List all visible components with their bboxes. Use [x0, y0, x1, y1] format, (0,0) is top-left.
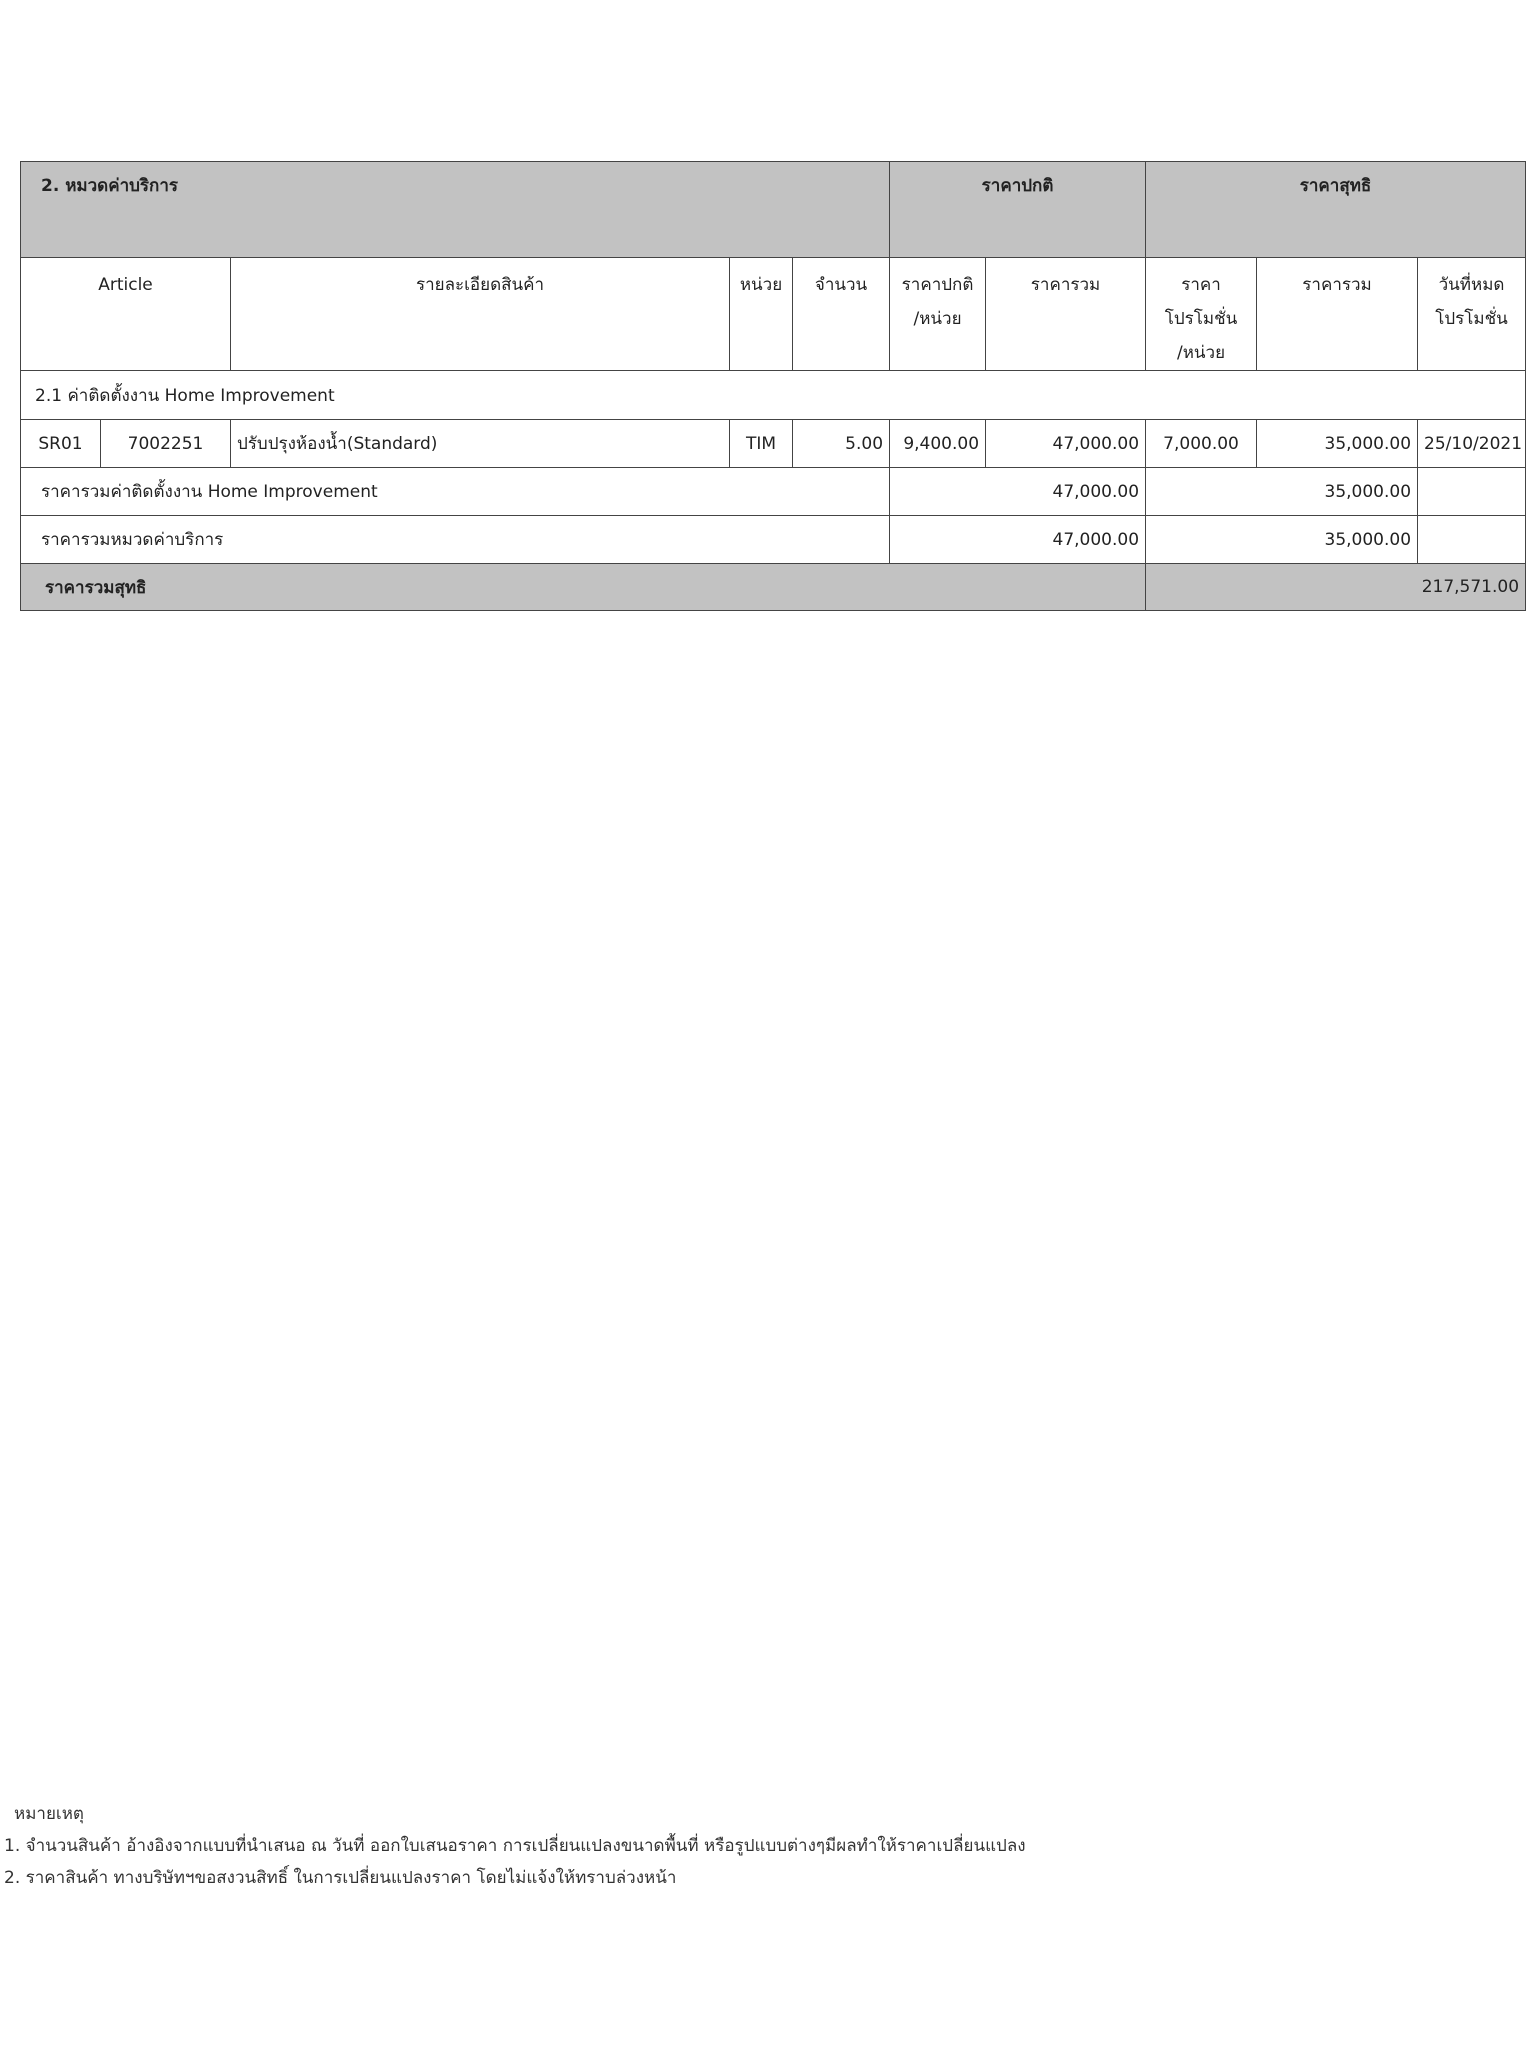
col-promo-end-header: [1418, 258, 1526, 371]
col-promo-total-header: ราคารวม: [1257, 258, 1418, 371]
item-promo-end: 25/10/2021: [1418, 420, 1526, 468]
subsection-row: [21, 371, 1526, 420]
col-promo-unit-price-header: [1146, 258, 1257, 371]
item-description: ปรับปรุงห้องน้ำ(Standard): [231, 420, 730, 468]
col-article-header: Article: [21, 258, 231, 371]
table-row: [21, 420, 1526, 468]
col-normal-unit-price-line1: ราคาปกติ: [901, 275, 974, 295]
section-header-row: [21, 162, 1526, 258]
subtotal-service-net-total: 35,000.00: [1146, 516, 1418, 564]
subtotal-service-label: ราคารวมหมวดค่าบริการ: [21, 516, 890, 564]
notes-title: หมายเหตุ: [14, 1804, 84, 1824]
subtotal-service-empty: [1418, 516, 1526, 564]
subtotal-service-row: [21, 516, 1526, 564]
notes-section: [4, 1798, 1504, 1894]
col-quantity-header: จำนวน: [793, 258, 890, 371]
grand-total-row: [21, 564, 1526, 611]
col-promo-unit-price-line1: ราคา: [1181, 275, 1221, 295]
item-article: 7002251: [101, 420, 231, 468]
col-unit-header: หน่วย: [730, 258, 793, 371]
col-promo-end-line1: วันที่หมด: [1438, 275, 1505, 295]
subtotal-install-normal-total: 47,000.00: [890, 468, 1146, 516]
col-normal-unit-price-line2: /หน่วย: [913, 309, 962, 329]
subsection-title: 2.1 ค่าติดตั้งงาน Home Improvement: [21, 371, 1526, 420]
subtotal-install-row: [21, 468, 1526, 516]
column-header-row: [21, 258, 1526, 371]
group-normal-price-header: ราคาปกติ: [890, 162, 1146, 258]
item-promo-unit-price: 7,000.00: [1146, 420, 1257, 468]
group-net-price-header: ราคาสุทธิ: [1146, 162, 1526, 258]
grand-total-value: 217,571.00: [1146, 564, 1526, 611]
item-promo-total: 35,000.00: [1257, 420, 1418, 468]
col-normal-unit-price-header: [890, 258, 986, 371]
item-unit: TIM: [730, 420, 793, 468]
col-description-header: รายละเอียดสินค้า: [231, 258, 730, 371]
grand-total-label: ราคารวมสุทธิ: [21, 564, 1146, 611]
col-promo-unit-price-line3: /หน่วย: [1177, 343, 1226, 363]
item-normal-unit-price: 9,400.00: [890, 420, 986, 468]
subtotal-install-net-total: 35,000.00: [1146, 468, 1418, 516]
subtotal-install-label: ราคารวมค่าติดตั้งงาน Home Improvement: [21, 468, 890, 516]
item-normal-total: 47,000.00: [986, 420, 1146, 468]
col-normal-total-header: ราคารวม: [986, 258, 1146, 371]
item-code: SR01: [21, 420, 101, 468]
col-promo-unit-price-line2: โปรโมชั่น: [1164, 309, 1238, 329]
item-quantity: 5.00: [793, 420, 890, 468]
subtotal-service-normal-total: 47,000.00: [890, 516, 1146, 564]
section-title: 2. หมวดค่าบริการ: [21, 162, 890, 258]
col-promo-end-line2: โปรโมชั่น: [1435, 309, 1508, 329]
subtotal-install-empty: [1418, 468, 1526, 516]
quotation-table: [20, 161, 1526, 611]
note-item-1: 1. จำนวนสินค้า อ้างอิงจากแบบที่นำเสนอ ณ วันที่ ออกใบเสนอราคา การเปลี่ยนแปลงขนาดพื้นที่ หรือรูปแบบต่างๆมีผลทำให้ราคาเปลี่ยนแปลง: [4, 1836, 1026, 1856]
note-item-2: 2. ราคาสินค้า ทางบริษัทฯขอสงวนสิทธิ์ ในการเปลี่ยนแปลงราคา โดยไม่แจ้งให้ทราบล่วงหน้า: [4, 1868, 677, 1888]
